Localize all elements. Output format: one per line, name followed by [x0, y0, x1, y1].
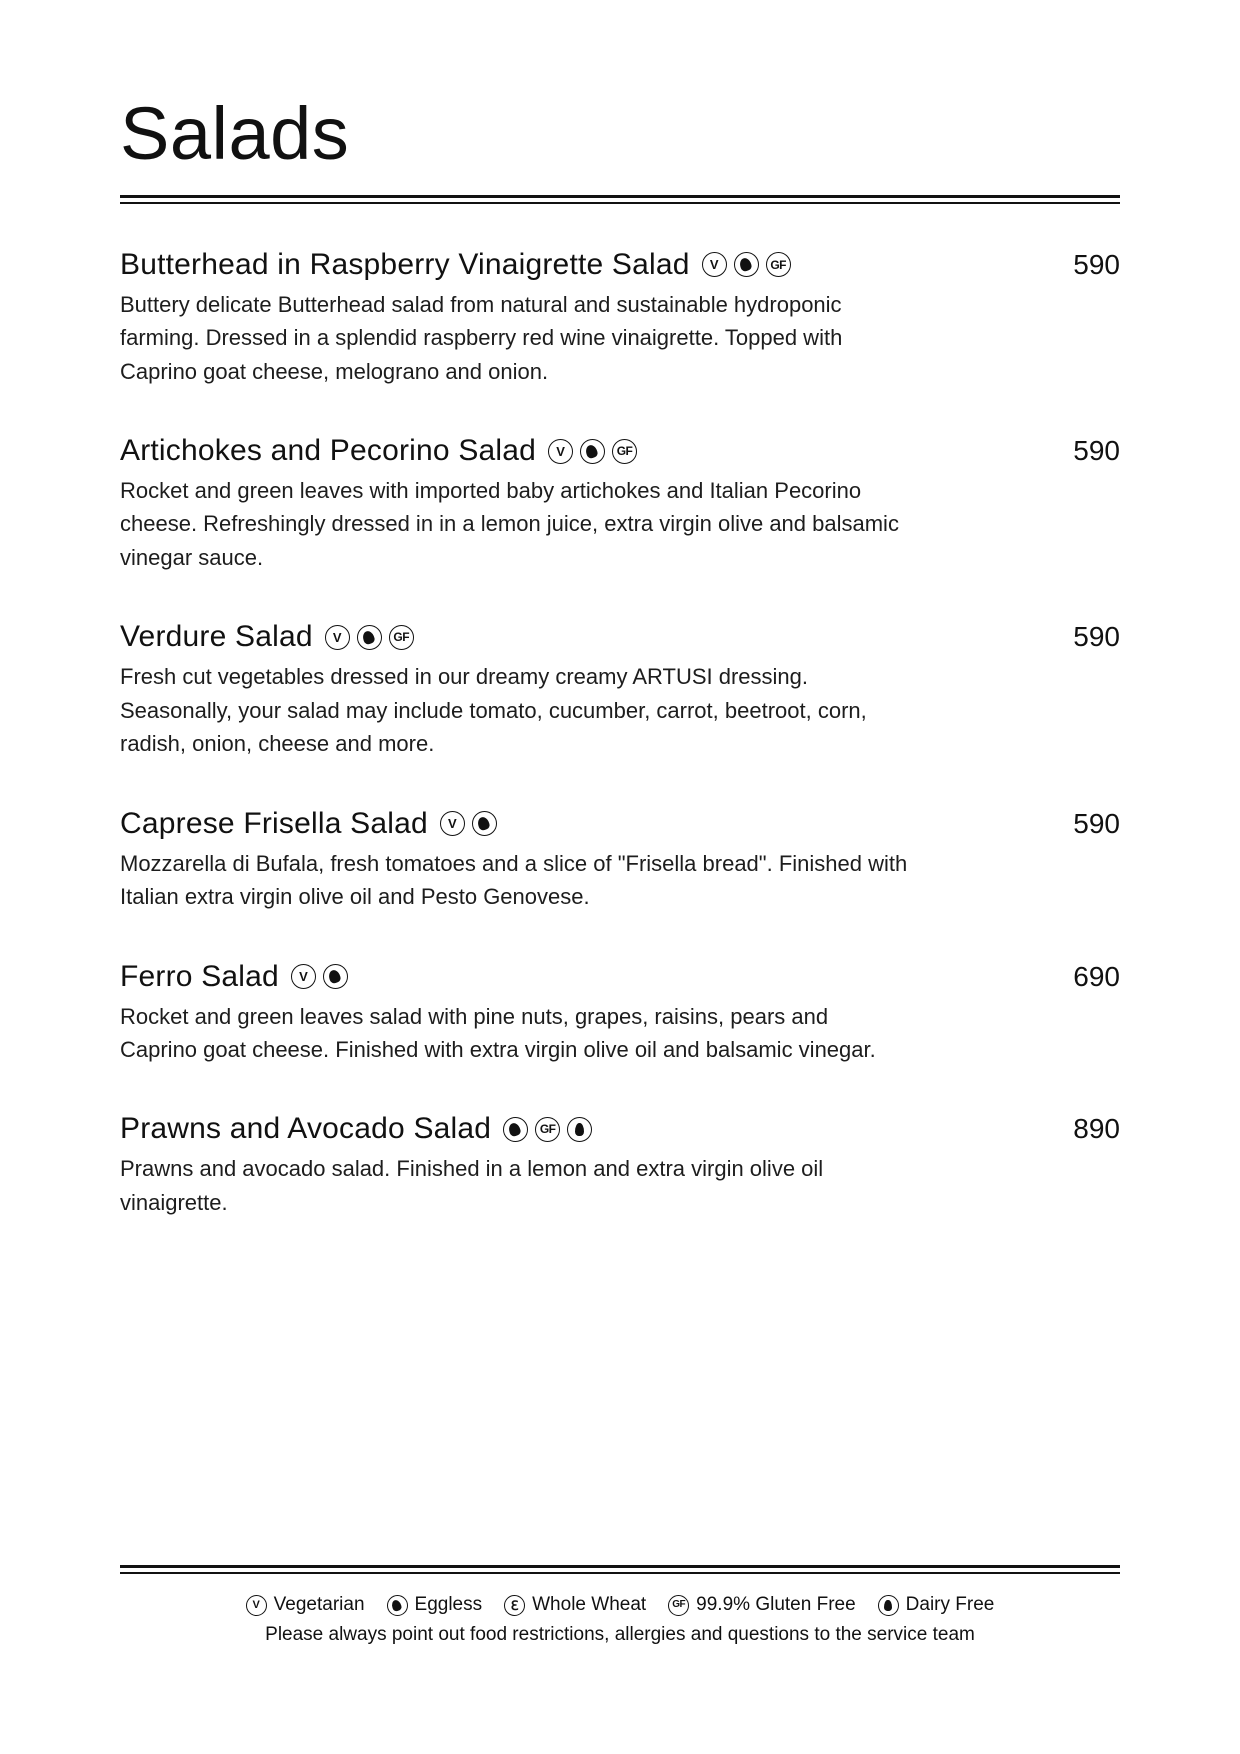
eggless-icon [472, 811, 497, 836]
menu-item [120, 1112, 1120, 1219]
menu-item-title-group [120, 807, 1024, 841]
dietary-badges [325, 625, 414, 650]
gluten-free-icon: GF [668, 1595, 689, 1616]
legend-label: Vegetarian [273, 1594, 365, 1615]
legend-item-gluten-free [668, 1594, 855, 1616]
dietary-badges [291, 964, 348, 989]
eggless-icon [580, 439, 605, 464]
menu-item-description: Rocket and green leaves with imported baby artichokes and Italian Pecorino cheese. Refreshingly dressed in in a lemon juice, extra virgin olive and balsamic vinegar sauce. [120, 478, 899, 570]
legend-item-vegetarian [246, 1594, 365, 1616]
legend-item-dairy-free [878, 1594, 995, 1616]
menu-item-name: Prawns and Avocado Salad [120, 1112, 492, 1146]
dietary-badges [702, 252, 791, 277]
dietary-badges [440, 811, 497, 836]
dietary-badges [503, 1117, 592, 1142]
vegetarian-icon: V [246, 1595, 267, 1616]
menu-item-price: 590 [1073, 621, 1120, 653]
menu-item-list [120, 248, 1120, 1220]
menu-item-name: Artichokes and Pecorino Salad [120, 434, 537, 467]
menu-item-price: 590 [1073, 248, 1120, 280]
menu-item-title-group [120, 1112, 1024, 1146]
menu-item-description: Fresh cut vegetables dressed in our dreamy creamy ARTUSI dressing. Seasonally, your salad may include tomato, cucumber, carrot, beetroot, corn, radish, onion, cheese and more. [120, 664, 867, 757]
menu-item-name: Butterhead in Raspberry Vinaigrette Salad [120, 247, 690, 281]
menu-item-header [120, 248, 1120, 282]
dairy-free-icon [567, 1117, 592, 1142]
menu-item-description: Mozzarella di Bufala, fresh tomatoes and a slice of "Frisella bread". Finished with Italian extra virgin olive oil and Pesto Genovese. [120, 850, 908, 910]
legend [120, 1594, 1120, 1616]
menu-item-title-group [120, 248, 1024, 282]
dietary-badges [548, 439, 637, 464]
eggless-icon [387, 1595, 408, 1616]
legend-label: Dairy Free [905, 1594, 995, 1615]
menu-item-name: Caprese Frisella Salad [120, 806, 428, 840]
menu-item [120, 620, 1120, 760]
gluten-free-icon: GF [535, 1117, 560, 1142]
menu-item-name: Verdure Salad [120, 620, 313, 654]
menu-item-title-group [120, 620, 1024, 654]
eggless-icon [323, 964, 348, 989]
footer-divider [120, 1565, 1120, 1574]
menu-item [120, 434, 1120, 574]
menu-item-header [120, 1112, 1120, 1146]
page-title: Salads [120, 92, 350, 175]
gluten-free-icon: GF [612, 439, 637, 464]
eggless-icon [357, 625, 382, 650]
menu-item-description: Rocket and green leaves salad with pine nuts, grapes, raisins, pears and Caprino goat cheese. Finished with extra virgin olive oil and balsamic vinegar. [120, 1003, 876, 1062]
menu-item-name: Ferro Salad [120, 959, 279, 993]
vegetarian-icon: V [291, 964, 316, 989]
menu-item-header [120, 960, 1120, 994]
menu-item-description: Prawns and avocado salad. Finished in a lemon and extra virgin olive oil vinaigrette. [120, 1156, 824, 1215]
vegetarian-icon: V [440, 811, 465, 836]
menu-item-header [120, 807, 1120, 841]
dairy-free-icon [878, 1595, 899, 1616]
menu-item-header [120, 434, 1120, 468]
vegetarian-icon: V [702, 252, 727, 277]
menu-item-header [120, 620, 1120, 654]
legend-label: 99.9% Gluten Free [696, 1594, 856, 1615]
legend-item-whole-wheat [504, 1594, 646, 1616]
menu-item-title-group [120, 434, 1024, 468]
legend-label: Whole Wheat [532, 1594, 647, 1615]
legend-note: Please always point out food restrictions, allergies and questions to the service team [265, 1624, 975, 1645]
menu-item-price: 590 [1073, 807, 1120, 839]
header-divider [120, 195, 1120, 204]
legend-item-eggless [387, 1594, 483, 1616]
vegetarian-icon: V [548, 439, 573, 464]
menu-item-price: 890 [1073, 1113, 1120, 1145]
menu-item-description: Buttery delicate Butterhead salad from natural and sustainable hydroponic farming. Dressed in a splendid raspberry red wine vinaigrette. Topped with Caprino goat cheese, melograno and onion. [120, 291, 843, 384]
menu-item-price: 690 [1073, 960, 1120, 992]
legend-label: Eggless [414, 1594, 483, 1615]
menu-footer [120, 1565, 1120, 1646]
menu-item-price: 590 [1073, 435, 1120, 466]
vegetarian-icon: V [325, 625, 350, 650]
menu-item-title-group [120, 960, 1024, 994]
whole-wheat-icon: ℇ [504, 1595, 525, 1616]
eggless-icon [503, 1117, 528, 1142]
gluten-free-icon: GF [389, 625, 414, 650]
menu-item [120, 248, 1120, 388]
menu-item [120, 807, 1120, 914]
eggless-icon [734, 252, 759, 277]
gluten-free-icon: GF [766, 252, 791, 277]
menu-item [120, 960, 1120, 1067]
